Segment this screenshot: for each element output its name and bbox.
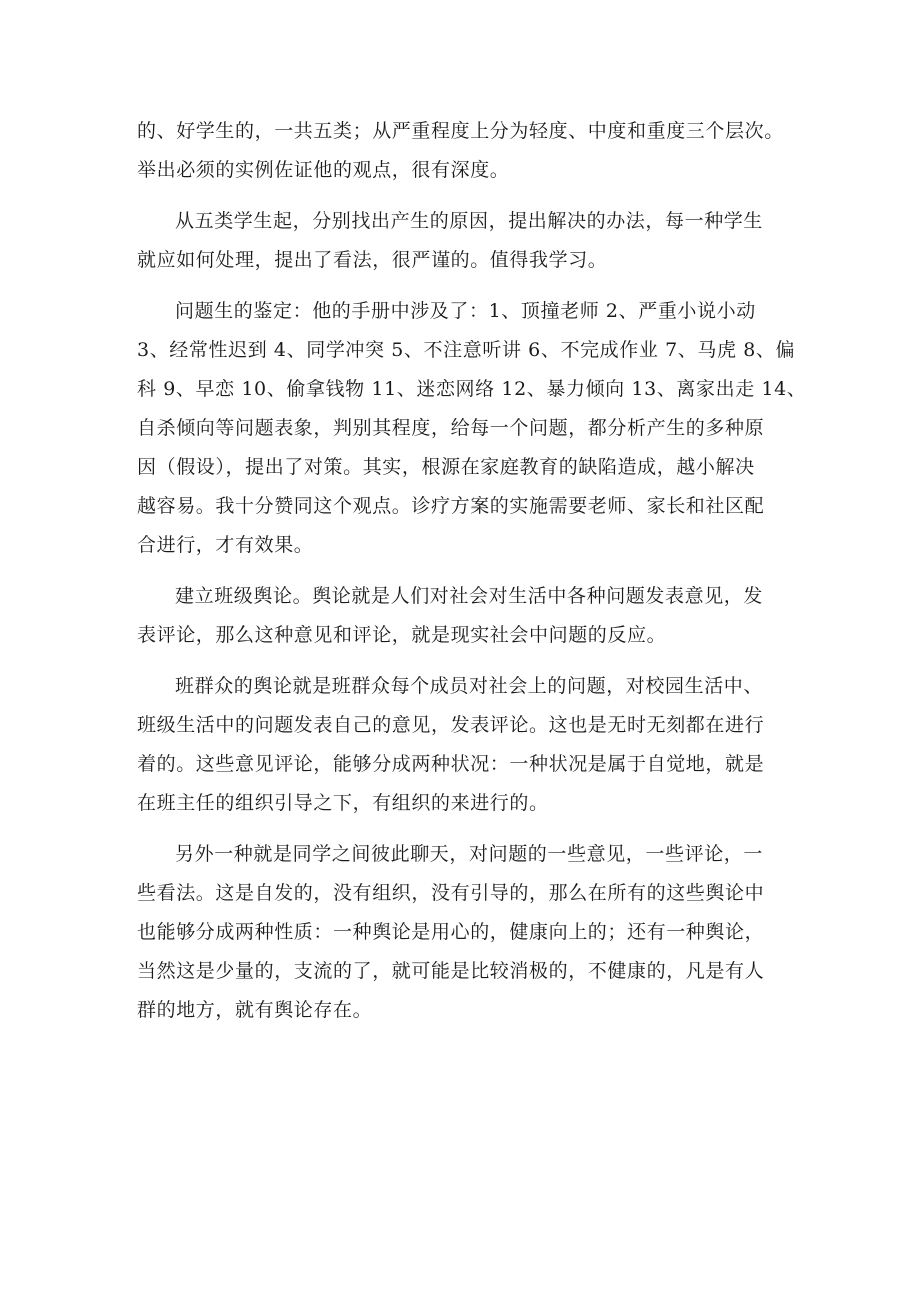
paragraph-line: 举出必须的实例佐证他的观点，很有深度。 (137, 159, 510, 181)
paragraph-line: 3、经常性迟到 4、同学冲突 5、不注意听讲 6、不完成作业 7、马虎 8、偏 (137, 339, 796, 361)
paragraph-3 (137, 292, 809, 565)
paragraph-line: 班级生活中的问题发表自己的意见，发表评论。这也是无时无刻都在进行 (137, 714, 765, 736)
paragraph-1 (137, 112, 809, 190)
paragraph-line: 在班主任的组织引导之下，有组织的来进行的。 (137, 792, 549, 814)
paragraph-line: 越容易。我十分赞同这个观点。诊疗方案的实施需要老师、家长和社区配 (137, 495, 765, 517)
paragraph-line: 班群众的舆论就是班群众每个成员对社会上的问题，对校园生活中、 (175, 675, 764, 697)
paragraph-line: 就应如何处理，提出了看法，很严谨的。值得我学习。 (137, 249, 608, 271)
paragraph-line: 另外一种就是同学之间彼此聊天，对问题的一些意见，一些评论，一 (175, 843, 764, 865)
paragraph-line: 建立班级舆论。舆论就是人们对社会对生活中各种问题发表意见，发 (175, 585, 764, 607)
paragraph-line: 当然这是少量的，支流的了，就可能是比较消极的，不健康的，凡是有人 (137, 960, 765, 982)
paragraph-line: 问题生的鉴定：他的手册中涉及了：1、顶撞老师 2、严重小说小动 (175, 300, 756, 322)
paragraph-line: 的、好学生的，一共五类；从严重程度上分为轻度、中度和重度三个层次。 (137, 120, 784, 142)
paragraph-line: 自杀倾向等问题表象，判别其程度，给每一个问题，都分析产生的多种原 (137, 417, 765, 439)
paragraph-line: 合进行，才有效果。 (137, 534, 314, 556)
paragraph-line: 也能够分成两种性质：一种舆论是用心的，健康向上的；还有一种舆论， (137, 921, 765, 943)
paragraph-line: 表评论，那么这种意见和评论，就是现实社会中问题的反应。 (137, 624, 667, 646)
paragraph-line: 着的。这些意见评论，能够分成两种状况：一种状况是属于自觉地，就是 (137, 753, 765, 775)
paragraph-line: 因（假设），提出了对策。其实，根源在家庭教育的缺陷造成，越小解决 (137, 456, 755, 478)
paragraph-line: 从五类学生起，分别找出产生的原因，提出解决的办法，每一种学生 (175, 210, 764, 232)
document-body (137, 112, 809, 1042)
paragraph-2 (137, 202, 809, 280)
paragraph-line: 些看法。这是自发的，没有组织，没有引导的，那么在所有的这些舆论中 (137, 882, 765, 904)
paragraph-line: 科 9、早恋 10、偷拿钱物 11、迷恋网络 12、暴力倾向 13、离家出走 14、 (137, 378, 807, 400)
paragraph-5 (137, 667, 809, 823)
paragraph-line: 群的地方，就有舆论存在。 (137, 999, 373, 1021)
paragraph-4 (137, 577, 809, 655)
paragraph-6 (137, 835, 809, 1030)
